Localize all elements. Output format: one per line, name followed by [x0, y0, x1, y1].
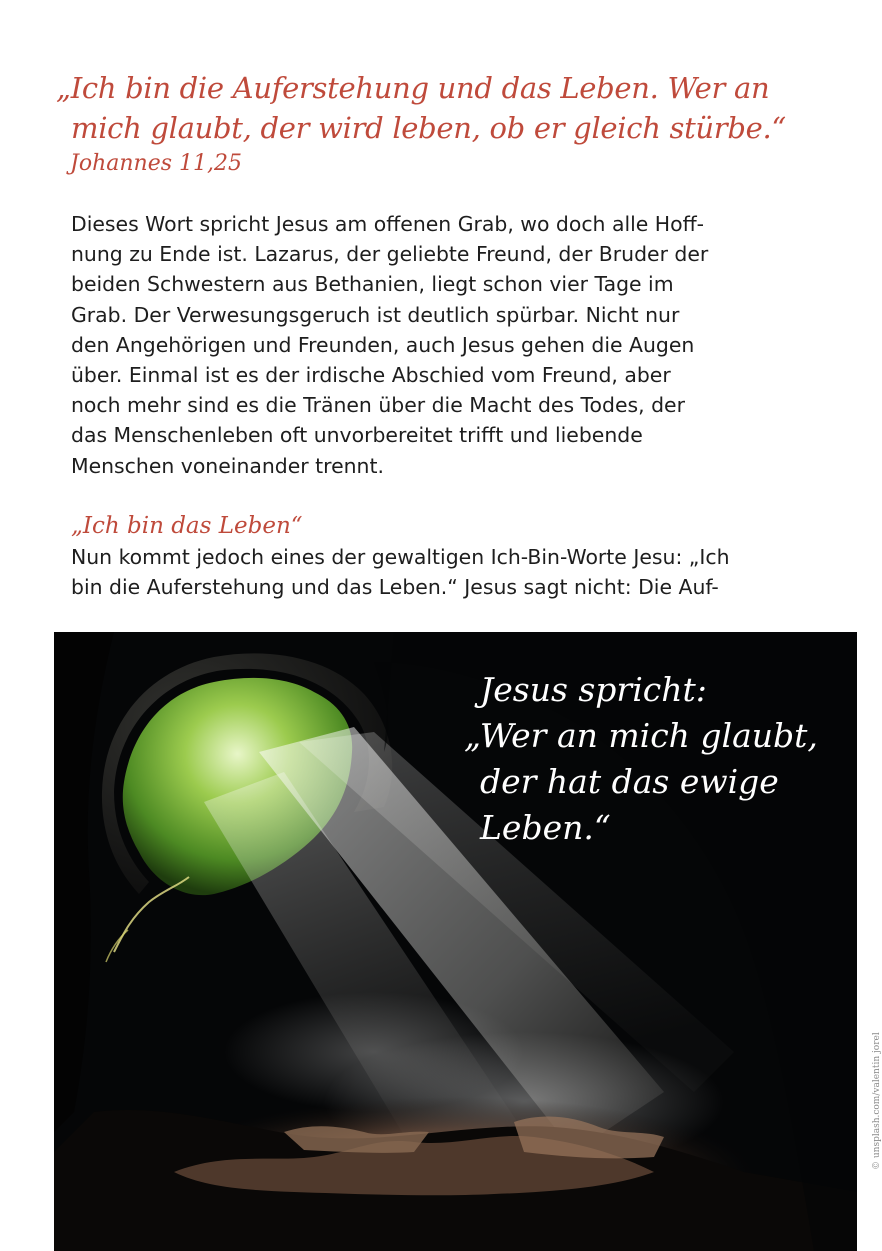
paragraph-line: bin die Auferstehung und das Leben.“ Jesus sagt nicht: Die Auf-	[71, 575, 719, 600]
overlay-quote-line-1: Jesus spricht:	[480, 670, 707, 709]
intro-quote-line-1: „Ich bin die Auferstehung und das Leben. Wer an	[56, 71, 770, 105]
overlay-quote-line-2: „Wer an mich glaubt,	[464, 716, 818, 755]
paragraph-line: beiden Schwestern aus Bethanien, liegt schon vier Tage im	[71, 272, 674, 297]
bible-reference: Johannes 11,25	[70, 151, 242, 176]
paragraph-line: Nun kommt jedoch eines der gewaltigen Ich-Bin-Worte Jesu: „Ich	[71, 545, 730, 569]
paragraph-line: Menschen voneinander trennt.	[71, 453, 384, 478]
paragraph-2	[71, 542, 841, 602]
photo-credit: © unsplash.com/valentin jorel	[872, 1032, 882, 1170]
paragraph-line: Dieses Wort spricht Jesus am offenen Grab, wo doch alle Hoff-	[71, 212, 705, 236]
paragraph-1	[71, 209, 841, 481]
paragraph-line: Grab. Der Verwesungsgeruch ist deutlich spürbar. Nicht nur	[71, 302, 680, 327]
paragraph-line: den Angehörigen und Freunden, auch Jesus gehen die Augen	[71, 332, 695, 357]
section-heading: „Ich bin das Leben“	[71, 513, 303, 539]
paragraph-line: nung zu Ende ist. Lazarus, der geliebte Freund, der Bruder der	[71, 242, 709, 267]
paragraph-line: noch mehr sind es die Tränen über die Macht des Todes, der	[71, 393, 685, 418]
intro-bible-quote	[56, 68, 816, 148]
photo-overlay-quote	[464, 667, 818, 851]
paragraph-line: das Menschenleben oft unvorbereitet trifft und liebende	[71, 423, 643, 448]
paragraph-line: über. Einmal ist es der irdische Abschied vom Freund, aber	[71, 363, 671, 388]
overlay-quote-line-3: der hat das ewige	[480, 762, 779, 801]
overlay-quote-line-4: Leben.“	[480, 808, 611, 847]
intro-quote-line-2: mich glaubt, der wird leben, ob er gleich stürbe.“	[71, 111, 786, 145]
